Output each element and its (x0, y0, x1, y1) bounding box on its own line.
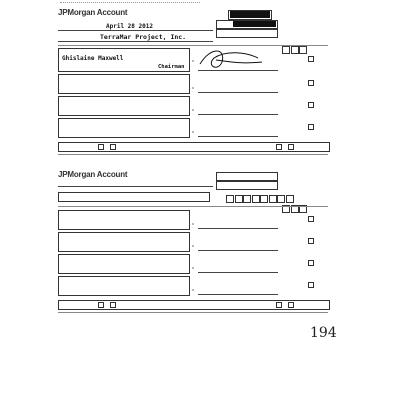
account-number-box-2 (216, 172, 278, 181)
signature-card-2 (58, 170, 328, 320)
signature-x-mark-2: x (192, 85, 194, 90)
signature-scribble (196, 44, 266, 76)
form2-signature-x-4: x (192, 287, 194, 292)
company-handwritten: TerraMar Project, Inc. (100, 33, 187, 41)
form2-signer-2-box (58, 232, 190, 252)
redaction-block-account (230, 11, 270, 18)
checkbox-bottom-b[interactable] (110, 144, 116, 150)
redaction-block-name (233, 21, 276, 27)
divider-2 (58, 206, 328, 207)
form1-footer-line (58, 154, 328, 155)
form2-checkbox-3[interactable] (308, 260, 314, 266)
checkbox-signer-4[interactable] (308, 124, 314, 130)
account-name-box-2 (216, 181, 278, 190)
number-of-signers-grid (282, 41, 308, 59)
account-type-box (216, 29, 278, 38)
date-handwritten: April 28 2012 (106, 23, 153, 30)
signature-x-mark: x (192, 58, 194, 63)
signer-3-box (58, 96, 190, 116)
form2-signature-line-4 (198, 294, 278, 295)
form2-signature-x-3: x (192, 265, 194, 270)
form2-signature-line-2 (198, 250, 278, 251)
form2-checkbox-4[interactable] (308, 282, 314, 288)
form2-checkbox-1[interactable] (308, 216, 314, 222)
signature-line-1 (198, 70, 278, 71)
form2-checkbox-bottom-c[interactable] (276, 302, 282, 308)
form2-signature-x-1: x (192, 221, 194, 226)
form2-checkbox-bottom-d[interactable] (288, 302, 294, 308)
checkbox-signer-2[interactable] (308, 80, 314, 86)
signature-card-1 (58, 8, 328, 163)
form2-checkbox-bottom-b[interactable] (110, 302, 116, 308)
form2-signer-4-box (58, 276, 190, 296)
signature-line-2 (198, 92, 278, 93)
signature-line-4 (198, 136, 278, 137)
form2-signer-3-box (58, 254, 190, 274)
company-line (58, 41, 213, 42)
checkbox-bottom-d[interactable] (288, 144, 294, 150)
form2-signature-line-3 (198, 272, 278, 273)
form2-signature-line-1 (198, 228, 278, 229)
checkbox-signer-3[interactable] (308, 102, 314, 108)
signature-x-mark-3: x (192, 107, 194, 112)
signer-2-box (58, 74, 190, 94)
divider-1 (58, 45, 328, 46)
date-line-2 (58, 186, 213, 187)
form2-footer-line (58, 312, 328, 313)
signer-4-box (58, 118, 190, 138)
checkbox-bottom-c[interactable] (276, 144, 282, 150)
form2-signature-x-2: x (192, 243, 194, 248)
number-of-signers-grid-2 (282, 200, 308, 218)
checkbox-bottom-a[interactable] (98, 144, 104, 150)
handwritten-page-number: 194 (310, 325, 337, 341)
signature-x-mark-4: x (192, 129, 194, 134)
form2-checkbox-bottom-a[interactable] (98, 302, 104, 308)
form2-signer-1-box (58, 210, 190, 230)
form2-checkbox-2[interactable] (308, 238, 314, 244)
jpmorgan-logo: JPMorgan Account (58, 8, 128, 17)
jpmorgan-logo-2: JPMorgan Account (58, 170, 128, 179)
signer-name-handwritten: Ghislaine Maxwell (62, 55, 124, 62)
date-line (58, 30, 213, 31)
checkbox-signer-1[interactable] (308, 56, 314, 62)
company-box-2 (58, 192, 210, 202)
signature-line-3 (198, 114, 278, 115)
signer-title-handwritten: Chairman (158, 64, 185, 70)
